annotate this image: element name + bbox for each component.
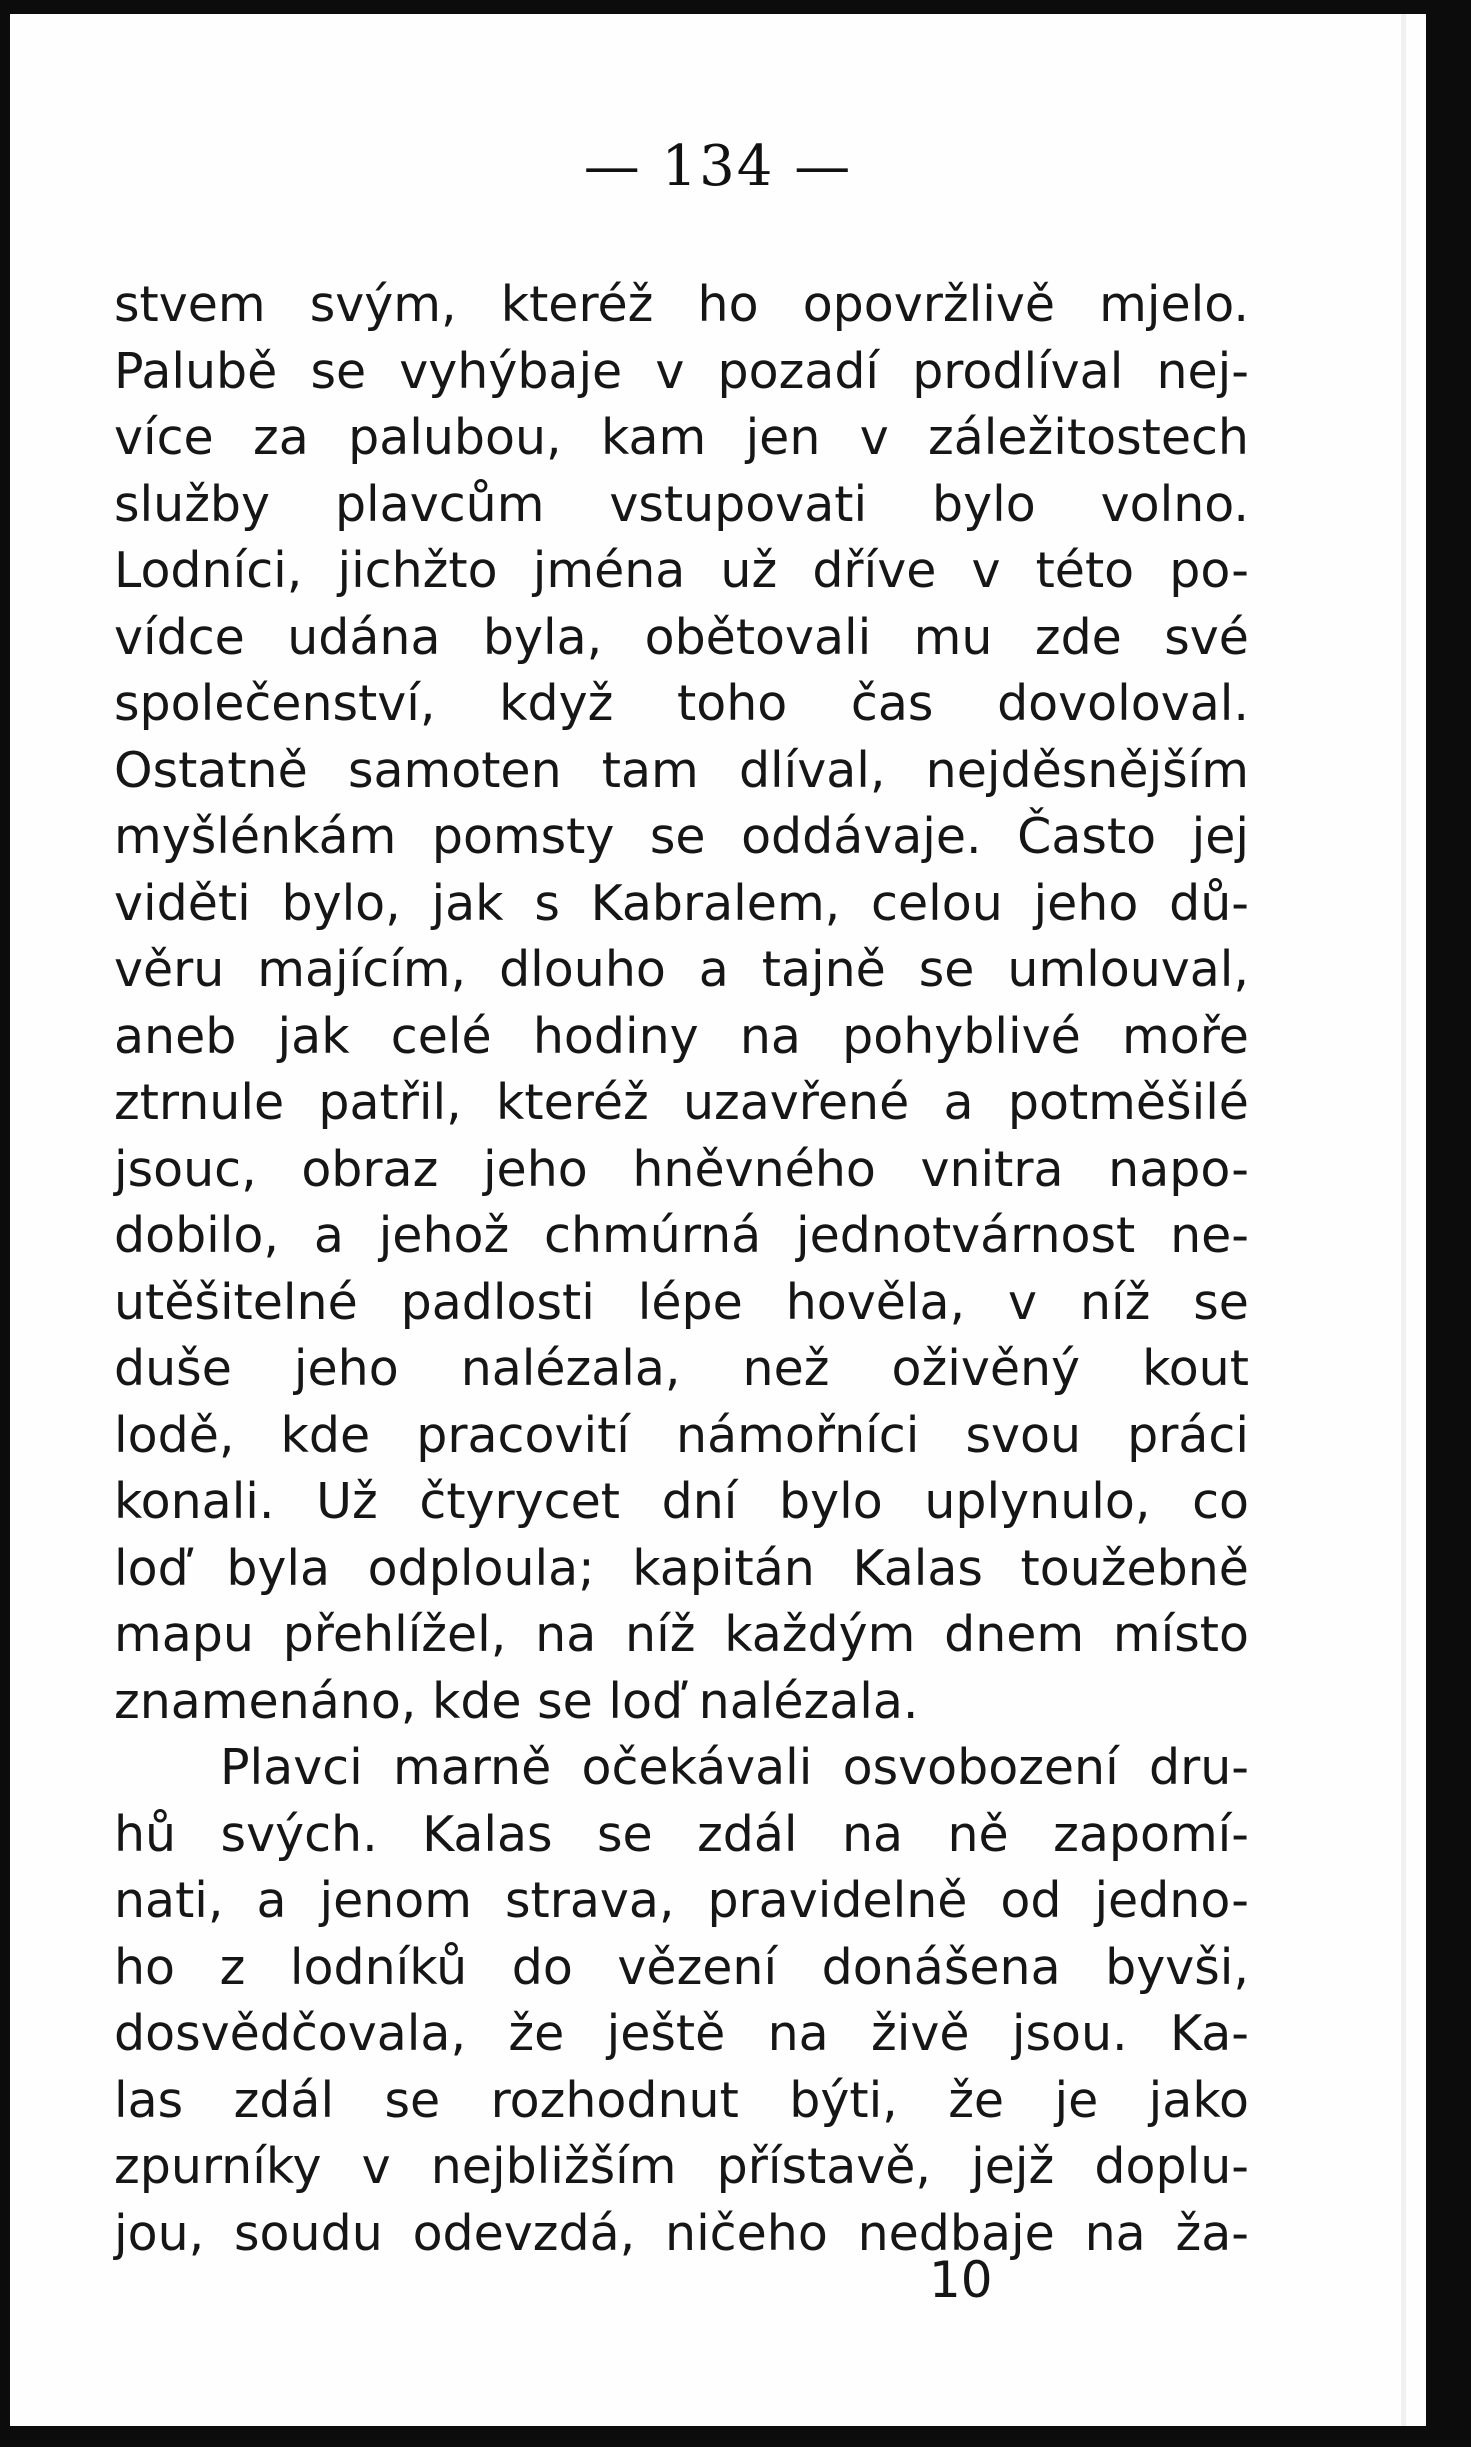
word: hodiny bbox=[532, 1007, 699, 1065]
word: na bbox=[739, 1007, 801, 1065]
text-line bbox=[114, 1868, 1249, 1935]
text-line bbox=[114, 472, 1249, 539]
text-line bbox=[114, 1735, 1249, 1802]
word: Ka- bbox=[1169, 2005, 1249, 2062]
word: jeho bbox=[1033, 874, 1139, 932]
word: moře bbox=[1121, 1007, 1249, 1065]
word: jak bbox=[277, 1007, 350, 1065]
word: samoten bbox=[347, 741, 562, 799]
word: v bbox=[1008, 1273, 1038, 1331]
word: čtyrycet bbox=[419, 1473, 620, 1530]
word: Kalas bbox=[852, 1539, 983, 1597]
word: místo bbox=[1112, 1606, 1249, 1663]
word: se bbox=[596, 1805, 653, 1863]
word: vnitra bbox=[920, 1140, 1064, 1198]
word: ža- bbox=[1175, 2204, 1249, 2262]
word: že bbox=[508, 2005, 565, 2062]
text-line bbox=[114, 871, 1249, 938]
word: oddávaje. bbox=[741, 808, 982, 865]
word: lodníků bbox=[289, 1938, 468, 1996]
word: a bbox=[313, 1207, 344, 1264]
word: hověla, bbox=[785, 1273, 966, 1331]
word: na bbox=[841, 1805, 904, 1863]
word: padlosti bbox=[400, 1273, 595, 1331]
word: doplu- bbox=[1094, 2138, 1249, 2195]
word: se bbox=[649, 808, 706, 865]
word: se bbox=[384, 2071, 441, 2129]
word: dlouho bbox=[499, 941, 666, 998]
word: jedno- bbox=[1094, 1872, 1249, 1929]
word: jeho bbox=[293, 1340, 399, 1397]
word: ničeho bbox=[665, 2204, 828, 2262]
word: dovoloval. bbox=[997, 675, 1249, 732]
word: konali. bbox=[114, 1473, 275, 1530]
word: Lodníci, bbox=[114, 542, 303, 599]
word: než bbox=[742, 1340, 830, 1397]
word: tajně bbox=[761, 941, 886, 998]
word: viděti bbox=[114, 874, 251, 932]
word: pozadí bbox=[717, 342, 880, 400]
word: napo- bbox=[1108, 1140, 1249, 1198]
word: ně bbox=[947, 1805, 1009, 1863]
word: a bbox=[698, 941, 729, 998]
word: kde bbox=[280, 1406, 371, 1464]
word: dů- bbox=[1169, 874, 1249, 932]
word: stvem bbox=[114, 276, 266, 333]
word: nejděsnějším bbox=[925, 741, 1249, 799]
word: co bbox=[1192, 1473, 1249, 1530]
word: přístavě, bbox=[716, 2138, 931, 2195]
word: jenom bbox=[319, 1872, 472, 1929]
word: bylo bbox=[779, 1473, 883, 1530]
word: byla bbox=[226, 1539, 331, 1597]
word: toho bbox=[677, 675, 788, 732]
word: se bbox=[1193, 1273, 1249, 1331]
word: Plavci bbox=[220, 1739, 363, 1796]
word: rozhodnut bbox=[490, 2071, 739, 2129]
word: ještě bbox=[606, 2005, 726, 2062]
word: očekávali bbox=[581, 1739, 813, 1796]
word: lodě, bbox=[114, 1406, 235, 1464]
word: s bbox=[534, 874, 560, 932]
text-line bbox=[114, 804, 1249, 871]
word: soudu bbox=[234, 2204, 383, 2262]
word: v bbox=[971, 542, 1001, 599]
book-page bbox=[10, 14, 1426, 2426]
word: donášena bbox=[821, 1938, 1061, 1996]
text-line bbox=[114, 2001, 1249, 2068]
word: Kalas bbox=[422, 1805, 553, 1863]
word: jehož bbox=[378, 1207, 510, 1264]
word: po- bbox=[1169, 542, 1249, 599]
word: umlouval, bbox=[1007, 941, 1249, 998]
text-line bbox=[114, 1403, 1249, 1470]
word: ne- bbox=[1170, 1207, 1249, 1264]
word: toužebně bbox=[1020, 1539, 1249, 1597]
word: dru- bbox=[1148, 1739, 1249, 1796]
word: pohyblivé bbox=[842, 1007, 1081, 1065]
word: práci bbox=[1127, 1406, 1249, 1464]
word: zapomí- bbox=[1053, 1805, 1249, 1863]
word: celou bbox=[871, 874, 1003, 932]
word: kteréž bbox=[496, 1074, 649, 1131]
word: majícím, bbox=[257, 941, 467, 998]
text-line bbox=[114, 671, 1249, 738]
text-line bbox=[114, 1203, 1249, 1270]
word: celé bbox=[390, 1007, 492, 1065]
word: hněvného bbox=[632, 1140, 876, 1198]
word: vyhýbaje bbox=[399, 342, 623, 400]
word: když bbox=[499, 675, 614, 732]
word: jako bbox=[1148, 2071, 1249, 2129]
text-line bbox=[114, 1469, 1249, 1536]
word: v bbox=[361, 2138, 391, 2195]
text-line bbox=[114, 1935, 1249, 2002]
word: zpurníky bbox=[114, 2138, 322, 2195]
text-line bbox=[114, 1270, 1249, 1337]
word: je bbox=[1054, 2071, 1099, 2129]
word: bylo bbox=[932, 475, 1036, 533]
word: věru bbox=[114, 941, 225, 998]
word: potměšilé bbox=[1007, 1074, 1249, 1131]
text-line bbox=[114, 2201, 1249, 2268]
text-line: znamenáno, kde se loď nalézala. bbox=[114, 1672, 919, 1730]
word: ztrnule bbox=[114, 1074, 285, 1131]
page-number-header: — 134 — bbox=[583, 134, 853, 199]
word: hů bbox=[114, 1805, 177, 1863]
word: za bbox=[253, 409, 309, 466]
word: marně bbox=[393, 1739, 552, 1796]
word: nej- bbox=[1156, 342, 1249, 400]
word: jak bbox=[431, 874, 504, 932]
word: a bbox=[256, 1872, 287, 1929]
word: dříve bbox=[812, 542, 937, 599]
word: Už bbox=[316, 1473, 378, 1530]
word: Ostatně bbox=[114, 741, 308, 799]
word: svou bbox=[965, 1406, 1082, 1464]
text-line bbox=[114, 339, 1249, 406]
word: se bbox=[918, 941, 975, 998]
word: utěšitelné bbox=[114, 1273, 358, 1331]
word: vstupovati bbox=[609, 475, 868, 533]
word: byvši, bbox=[1105, 1938, 1249, 1996]
word: prodlíval bbox=[912, 342, 1124, 400]
word: vídce bbox=[114, 608, 245, 666]
word: dlíval, bbox=[738, 741, 886, 799]
word: byla, bbox=[482, 608, 603, 666]
word: živě bbox=[871, 2005, 970, 2062]
word: mapu bbox=[114, 1606, 254, 1663]
word: odploula; bbox=[367, 1539, 595, 1597]
word: více bbox=[114, 409, 214, 466]
word: kout bbox=[1142, 1340, 1249, 1397]
text-line bbox=[114, 937, 1249, 1004]
text-line bbox=[114, 272, 1249, 339]
word: obraz bbox=[301, 1140, 439, 1198]
word: las bbox=[114, 2071, 184, 2129]
word: od bbox=[1000, 1872, 1062, 1929]
word: v bbox=[655, 342, 685, 400]
word: už bbox=[720, 542, 778, 599]
text-line bbox=[114, 1802, 1249, 1869]
word: patřil, bbox=[318, 1074, 462, 1131]
word: uzavřené bbox=[683, 1074, 910, 1131]
word: nati, bbox=[114, 1872, 224, 1929]
word: svým, bbox=[309, 276, 457, 333]
word: strava, bbox=[504, 1872, 675, 1929]
word: jejž bbox=[971, 2138, 1055, 2195]
word: níž bbox=[625, 1606, 696, 1663]
word: jsouc, bbox=[114, 1140, 257, 1198]
word: nejbližším bbox=[430, 2138, 677, 2195]
word: uplynulo, bbox=[924, 1473, 1151, 1530]
body-text bbox=[114, 272, 1249, 2267]
word: duše bbox=[114, 1340, 232, 1397]
text-line bbox=[114, 1004, 1249, 1071]
word: z bbox=[219, 1938, 246, 1996]
word: kapitán bbox=[632, 1539, 815, 1597]
word: své bbox=[1164, 608, 1249, 666]
text-line bbox=[114, 2068, 1249, 2135]
text-line bbox=[114, 1070, 1249, 1137]
word: dobilo, bbox=[114, 1207, 279, 1264]
word: a bbox=[943, 1074, 974, 1131]
word: na bbox=[767, 2005, 829, 2062]
word: palubou, bbox=[348, 409, 562, 466]
word: jsou. bbox=[1011, 2005, 1128, 2062]
word: nedbaje bbox=[857, 2204, 1055, 2262]
text-line bbox=[114, 1336, 1249, 1403]
text-line bbox=[114, 1536, 1249, 1603]
word: zde bbox=[1034, 608, 1122, 666]
word: každým bbox=[724, 1606, 916, 1663]
word: čas bbox=[850, 675, 934, 732]
word: volno. bbox=[1100, 475, 1249, 533]
word: ho bbox=[697, 276, 759, 333]
word: jednotvárnost bbox=[796, 1207, 1136, 1264]
text-line bbox=[114, 1602, 1249, 1669]
word: na bbox=[535, 1606, 597, 1663]
word: lépe bbox=[637, 1273, 743, 1331]
word: námořníci bbox=[676, 1406, 920, 1464]
word: jména bbox=[532, 542, 686, 599]
word: se bbox=[310, 342, 367, 400]
text-line bbox=[114, 738, 1249, 805]
word: služby bbox=[114, 475, 271, 533]
word: mu bbox=[913, 608, 993, 666]
text-line bbox=[114, 1137, 1249, 1204]
word: této bbox=[1035, 542, 1135, 599]
word: Kabralem, bbox=[590, 874, 841, 932]
word: záležitostech bbox=[928, 409, 1249, 466]
word: na bbox=[1084, 2204, 1146, 2262]
word: jej bbox=[1191, 808, 1249, 865]
word: býti, bbox=[789, 2071, 898, 2129]
signature-mark: 10 bbox=[929, 2251, 993, 2309]
word: ho bbox=[114, 1938, 176, 1996]
word: svých. bbox=[220, 1805, 378, 1863]
word: pomsty bbox=[431, 808, 615, 865]
word: dní bbox=[661, 1473, 738, 1530]
word: v bbox=[859, 409, 889, 466]
word: Často bbox=[1017, 808, 1157, 865]
word: nalézala, bbox=[460, 1340, 681, 1397]
word: udána bbox=[287, 608, 441, 666]
word: plavcům bbox=[334, 475, 545, 533]
word: odevzdá, bbox=[412, 2204, 636, 2262]
text-line bbox=[114, 605, 1249, 672]
text-line bbox=[114, 538, 1249, 605]
word: dosvědčovala, bbox=[114, 2005, 467, 2062]
word: vězení bbox=[617, 1938, 778, 1996]
word: že bbox=[948, 2071, 1005, 2129]
word: do bbox=[511, 1938, 573, 1996]
word: opovržlivě bbox=[802, 276, 1055, 333]
word: bylo, bbox=[281, 874, 401, 932]
word: níž bbox=[1079, 1273, 1151, 1331]
word: oživěný bbox=[891, 1340, 1081, 1397]
text-line bbox=[114, 2134, 1249, 2201]
word: pracovití bbox=[416, 1406, 630, 1464]
word: kam bbox=[600, 409, 707, 466]
word: kteréž bbox=[500, 276, 654, 333]
text-line bbox=[114, 405, 1249, 472]
word: Palubě bbox=[114, 342, 278, 400]
word: přehlížel, bbox=[282, 1606, 507, 1663]
page-edge bbox=[1401, 14, 1406, 2426]
word: společenství, bbox=[114, 675, 436, 732]
word: jen bbox=[745, 409, 821, 466]
word: osvobození bbox=[842, 1739, 1119, 1796]
word: obětovali bbox=[644, 608, 872, 666]
word: jichžto bbox=[337, 542, 498, 599]
word: chmúrná bbox=[544, 1207, 762, 1264]
word: tam bbox=[601, 741, 699, 799]
word: aneb bbox=[114, 1007, 237, 1065]
word: jou, bbox=[114, 2204, 205, 2262]
word: zdál bbox=[697, 1805, 798, 1863]
word: myšlénkám bbox=[114, 808, 397, 865]
word: loď bbox=[114, 1539, 189, 1597]
word: mjelo. bbox=[1099, 276, 1249, 333]
word: jeho bbox=[482, 1140, 588, 1198]
word: dnem bbox=[944, 1606, 1085, 1663]
word: pravidelně bbox=[707, 1872, 968, 1929]
word: zdál bbox=[233, 2071, 335, 2129]
